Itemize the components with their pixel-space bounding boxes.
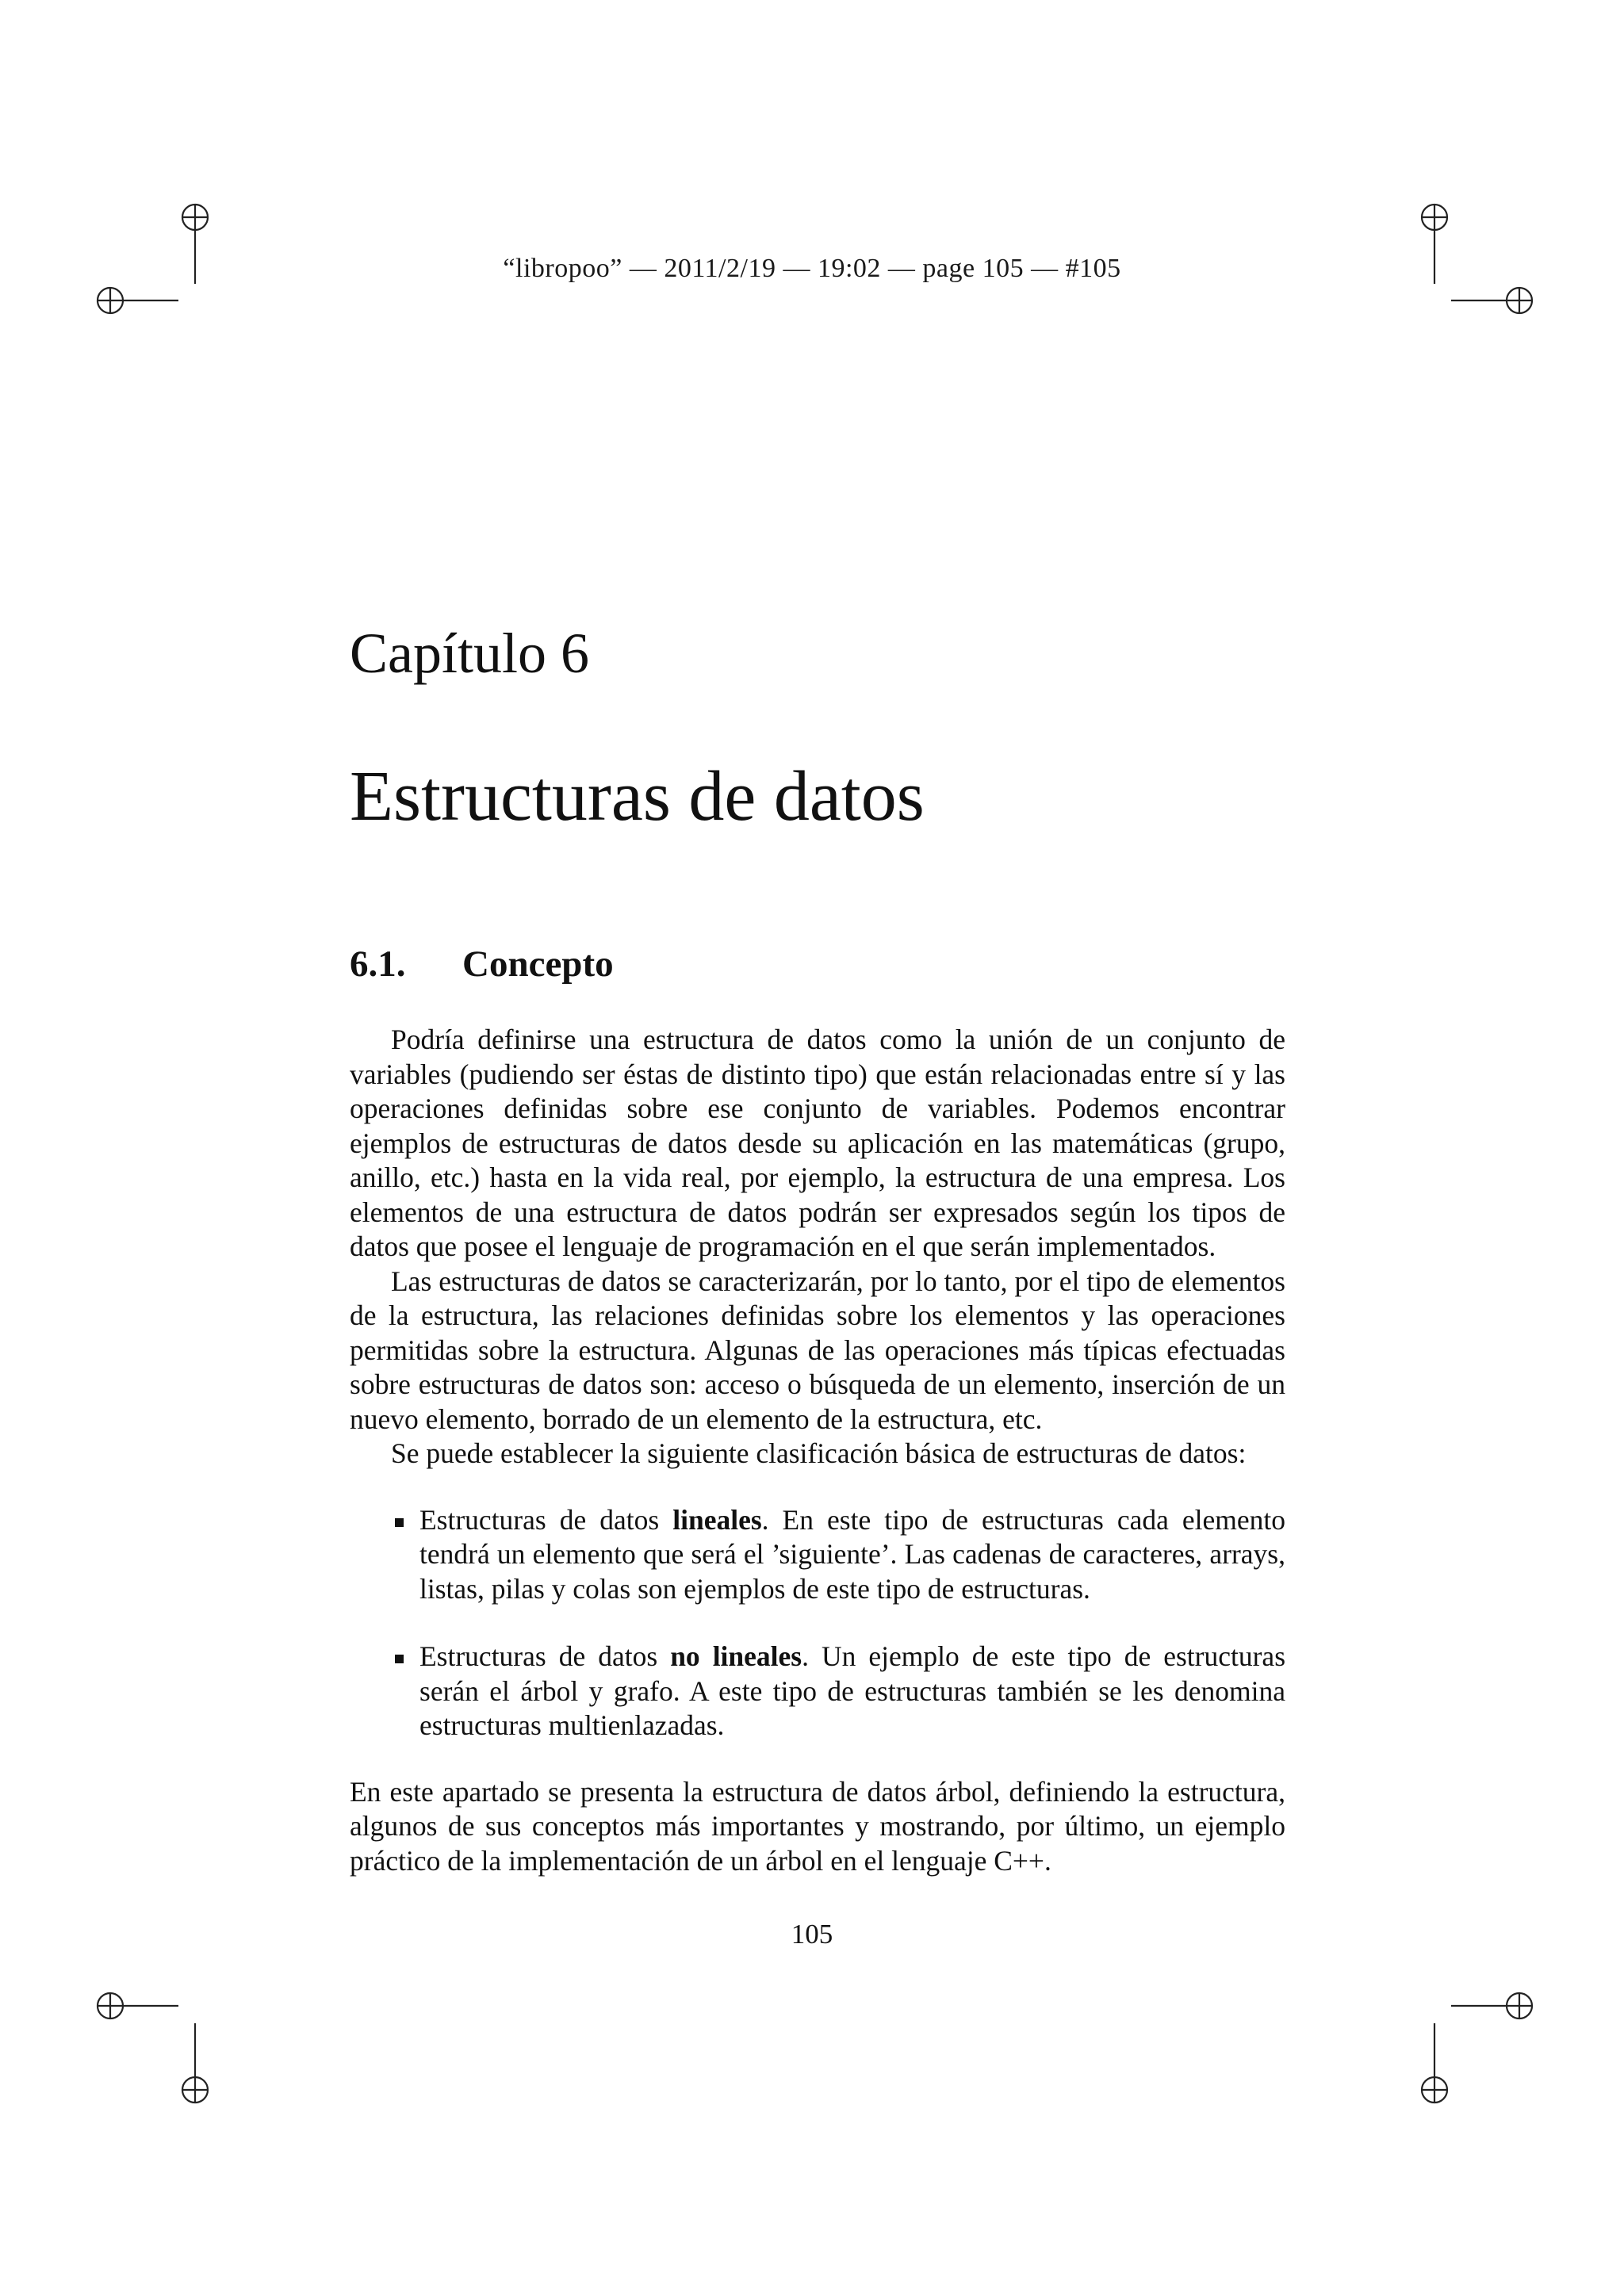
square-bullet-icon (395, 1518, 404, 1527)
chapter-label: Capítulo 6 (350, 622, 589, 685)
closing-paragraph: En este apartado se presenta la estructura de datos árbol, definiendo la estructura, algunos de sus conceptos más importantes y mostrando, por último, un ejemplo práctico de la implementación de un árbol en el lenguaje C++. (350, 1775, 1285, 1877)
page-number: 105 (791, 1919, 833, 1950)
paragraph: Podría definirse una estructura de datos como la unión de un conjunto de variables (pudiendo ser éstas de distinto tipo) que están relacionadas entre sí y las operaciones definidas sobre ese conjunto de variables. Podemos encontrar ejemplos de estructuras de datos desde su aplicación en las matemáticas (grupo, anillo, etc.) hasta en la vida real, por ejemplo, la estructura de una empresa. Los elementos de una estructura de datos podrán ser expresados según los tipos de datos que posee el lenguaje de programación en el que serán implementados. (350, 1024, 1285, 1262)
crop-mark-bottom-right (1422, 1993, 1532, 2103)
square-bullet-icon (395, 1655, 404, 1663)
list-item-bold-term: no lineales (670, 1640, 802, 1672)
list-item-text: Estructuras de datos (419, 1640, 671, 1672)
list-item-text: . En este tipo de estructuras cada elemento tendrá un elemento que será el ’siguiente’. Las cadenas de caracteres, arrays, listas, pilas y colas son ejemplos de este tipo de estructuras. (419, 1503, 1285, 1605)
paragraph: Las estructuras de datos se caracterizarán, por lo tanto, por el tipo de elementos de la estructura, las relaciones definidas sobre los elementos y las operaciones permitidas sobre la estructura. Algunas de las operaciones más típicas efectuadas sobre estructuras de datos son: acceso o búsqueda de un elemento, inserción de un nuevo elemento, borrado de un elemento de la estructura, etc. (350, 1265, 1285, 1435)
section-heading (350, 940, 1285, 988)
section-number: 6.1. (350, 943, 406, 985)
list-item (350, 1503, 1285, 1607)
list-item-text: Estructuras de datos (419, 1503, 673, 1536)
list-item (350, 1640, 1285, 1743)
body-text (350, 1023, 1285, 1878)
classification-list (350, 1503, 1285, 1743)
chapter-title: Estructuras de datos (350, 757, 925, 836)
list-item-bold-term: lineales (672, 1503, 762, 1536)
section-title: Concepto (462, 943, 614, 985)
paragraph: Se puede establecer la siguiente clasificación básica de estructuras de datos: (391, 1437, 1247, 1469)
list-item-text: . Un ejemplo de este tipo de estructuras serán el árbol y grafo. A este tipo de estructuras también se les denomina estructuras multienlazadas. (419, 1640, 1286, 1741)
crop-mark-bottom-left (98, 1993, 208, 2103)
running-head: “libropoo” — 2011/2/19 — 19:02 — page 105 — #105 (503, 254, 1121, 283)
